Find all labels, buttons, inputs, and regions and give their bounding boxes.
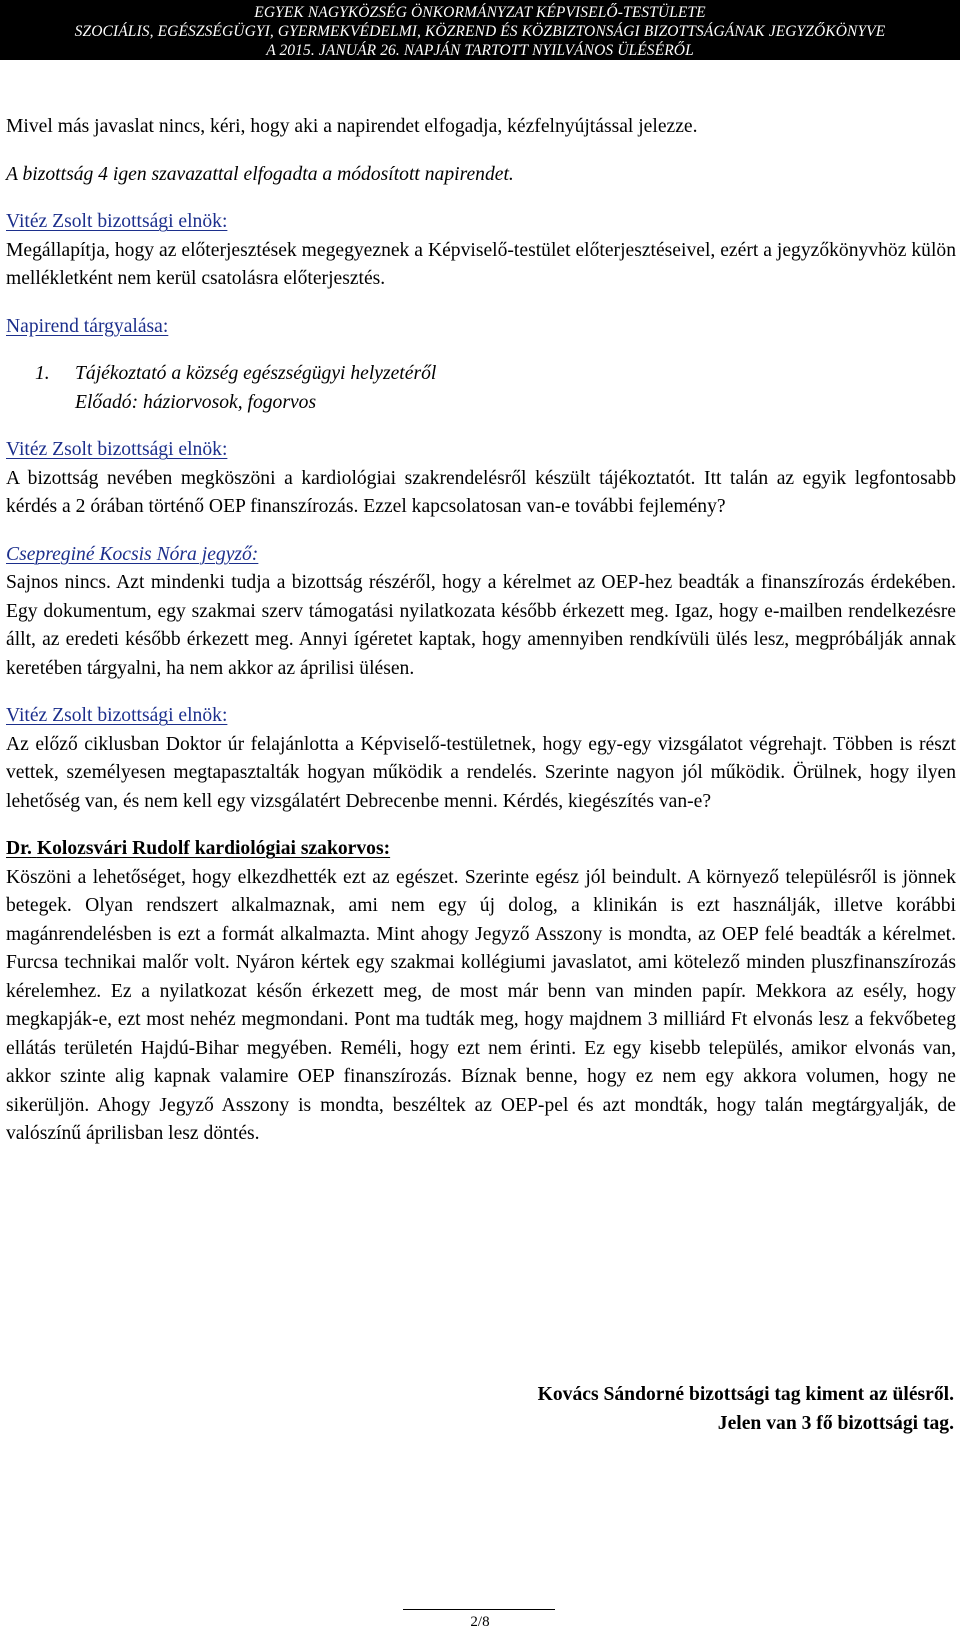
agenda-item (6, 360, 956, 417)
paragraph-text: Megállapítja, hogy az előterjesztések megegyeznek a Képviselő-testület előterjesztéseivel, ezért a jegyzőkönyvhöz külön mellékletként nem kerül csatolásra előterjesztés. (6, 239, 956, 289)
header-line-1: EGYEK NAGYKÖZSÉG ÖNKORMÁNYZAT KÉPVISELŐ-TESTÜLETE (254, 4, 706, 21)
speaker-label: Vitéz Zsolt bizottsági elnök: (6, 211, 228, 232)
paragraph-text: A bizottság nevében megköszöni a kardiológiai szakrendelésről készült tájékoztatót. Itt talán az egyik legfontosabb kérdés a 2 órában történő OEP finanszírozás. Ezzel kapcsolatosan van-e további fejlemény? (6, 467, 956, 517)
section-chair-3 (6, 702, 956, 816)
speaker-label: Dr. Kolozsvári Rudolf kardiológiai szakorvos: (6, 838, 391, 859)
notice-member-left: Kovács Sándorné bizottsági tag kiment az ülésről. (537, 1384, 954, 1405)
section-notary (6, 541, 956, 684)
paragraph-vote-result: A bizottság 4 igen szavazattal elfogadta a módosított napirendet. (6, 163, 514, 185)
paragraph-text: Sajnos nincs. Azt mindenki tudja a bizottság részéről, hogy a kérelmet az OEP-hez beadták a finanszírozás érdekében. Egy dokumentum, egy szakmai szerv támogatási nyilatkozata később érkezett meg. Igaz, hogy e-mailben rendelkezésre állt, az eredeti később érkezett meg. Annyi ígéretet kaptak, hogy amennyiben rendkívüli ülés lesz, megpróbálják annak keretében tárgyalni, ha nem akkor az áprilisi ülésen. (6, 572, 956, 679)
paragraph-text: Köszöni a lehetőséget, hogy elkezdhették ezt az egészet. Szerinte egész jól beindult. A környező településről is jönnek betegek. Olyan rendszert alkalmaznak, ami nem egy új dolog, a klinikán is ezt használják, illetve korábbi magánrendelésben is ezt a formát alkalmazta. Mint ahogy Jegyző Asszony is mondta, az OEP felé beadták a kérelmet. Furcsa technikai malőr volt. Nyáron kértek egy szakmai kollégiumi javaslatot, ami kötelező minden pluszfinanszírozás kérelemhez. Ez a nyilatkozat későn érkezett meg, de most már benn van minden papír. Mekkora az esély, hogy megkapják-e, ezt most nehéz megmondani. Pont ma tudták meg, hogy majdnem 3 milliárd Ft elvonás lesz a fekvőbeteg ellátás területén Hajdú-Bihar megyében. Reméli, hogy ezt nem érinti. Ez egy kisebb település, amikor elvonás van, akkor szinte alig kapnak valamire OEP finanszírozás. Bíznak benne, hogy ez nem egy akkora volumen, hogy ne sikerüljön. Ahogy Jegyző Asszony is mondta, beszéltek az OEP-pel és azt mondták, hogy talán megtárgyalják, de valószínű áprilisban lesz döntés. (6, 866, 956, 1144)
paragraph-vote-request: Mivel más javaslat nincs, kéri, hogy aki a napirendet elfogadja, kézfelnyújtással jelezze. (6, 116, 698, 137)
paragraph-text: Az előző ciklusban Doktor úr felajánlotta a Képviselő-testületnek, hogy egy-egy vizsgálatot végrehajt. Többen is részt vettek, személyesen megtapasztalták hogyan működik a rendelés. Szerinte nagyon jól működik. Örülnek, hogy ilyen lehetőség van, és nem kell egy vizsgálatért Debrecenbe menni. Kérdés, kiegészítés van-e? (6, 733, 956, 812)
agenda-heading: Napirend tárgyalása: (6, 315, 169, 337)
section-chair-1 (6, 208, 956, 294)
agenda-number: 1. (35, 363, 50, 384)
page-number: 2/8 (470, 1614, 490, 1630)
header-line-2: SZOCIÁLIS, EGÉSZSÉGÜGYI, GYERMEKVÉDELMI, KÖZREND ÉS KÖZBIZTONSÁGI BIZOTTSÁGÁNAK JEGYZŐKÖNYVE (74, 23, 886, 40)
document-header (0, 0, 960, 60)
document-body (6, 113, 956, 1168)
agenda-presenter: Előadó: háziorvosok, fogorvos (75, 391, 317, 413)
notice-quorum: Jelen van 3 fő bizottsági tag. (717, 1413, 954, 1434)
speaker-label: Vitéz Zsolt bizottsági elnök: (6, 439, 228, 460)
speaker-label: Csepreginé Kocsis Nóra jegyző: (6, 543, 259, 565)
section-doctor (6, 835, 956, 1149)
header-line-3: A 2015. JANUÁR 26. NAPJÁN TARTOTT NYILVÁNOS ÜLÉSÉRŐL (266, 42, 694, 59)
agenda-title: Tájékoztató a község egészségügyi helyzetéről (75, 363, 437, 384)
speaker-label: Vitéz Zsolt bizottsági elnök: (6, 705, 228, 726)
section-chair-2 (6, 436, 956, 522)
footer-divider (403, 1609, 555, 1610)
